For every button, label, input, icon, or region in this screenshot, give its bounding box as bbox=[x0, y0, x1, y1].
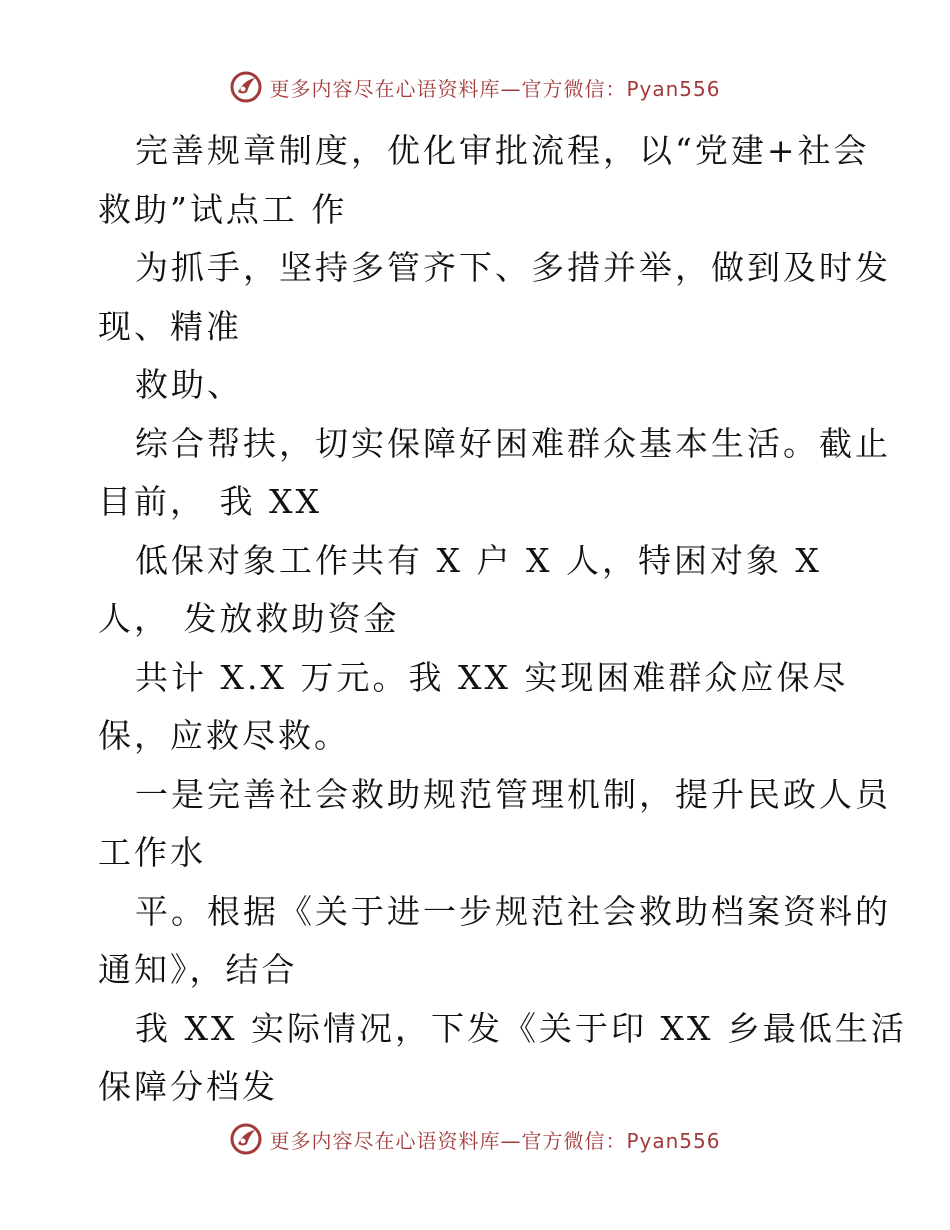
text-line: 工作水 bbox=[98, 833, 206, 872]
text-line: 一是完善社会救助规范管理机制，提升民政人员 bbox=[135, 774, 891, 814]
text-line: 为抓手，坚持多管齐下、多措并举，做到及时发 bbox=[135, 248, 891, 287]
brush-seal-logo-icon bbox=[229, 70, 263, 104]
brush-seal-logo-icon bbox=[229, 1122, 263, 1156]
text-line: 保障分档发 bbox=[98, 1067, 278, 1106]
text-line: 保，应救尽救。 bbox=[98, 716, 350, 755]
document-body bbox=[98, 122, 907, 1117]
text-line: 救助、 bbox=[135, 365, 243, 404]
text-line: 人， 发放救助资金 bbox=[98, 599, 400, 638]
text-line: 救助”试点工 作 bbox=[98, 189, 348, 229]
header-banner bbox=[0, 70, 950, 104]
text-line: 共计 X.X 万元。我 XX 实现困难群众应保尽 bbox=[135, 657, 849, 697]
text-line: 现、精准 bbox=[98, 306, 242, 346]
footer-banner bbox=[0, 1122, 950, 1156]
text-line: 低保对象工作共有 X 户 X 人，特困对象 X bbox=[135, 540, 822, 580]
text-line: 平。根据《关于进一步规范社会救助档案资料的 bbox=[135, 891, 891, 931]
text-line: 完善规章制度，优化审批流程，以“党建+社会 bbox=[135, 131, 870, 170]
footer-banner-text: 更多内容尽在心语资料库—官方微信：Pyan556 bbox=[269, 1128, 721, 1153]
text-line: 我 XX 实际情况，下发《关于印 XX 乡最低生活 bbox=[135, 1008, 907, 1048]
header-banner-text: 更多内容尽在心语资料库—官方微信：Pyan556 bbox=[269, 76, 721, 101]
text-line: 目前， 我 XX bbox=[98, 482, 322, 521]
text-line: 综合帮扶，切实保障好困难群众基本生活。截止 bbox=[135, 423, 891, 463]
text-line: 通知》，结合 bbox=[98, 950, 298, 989]
